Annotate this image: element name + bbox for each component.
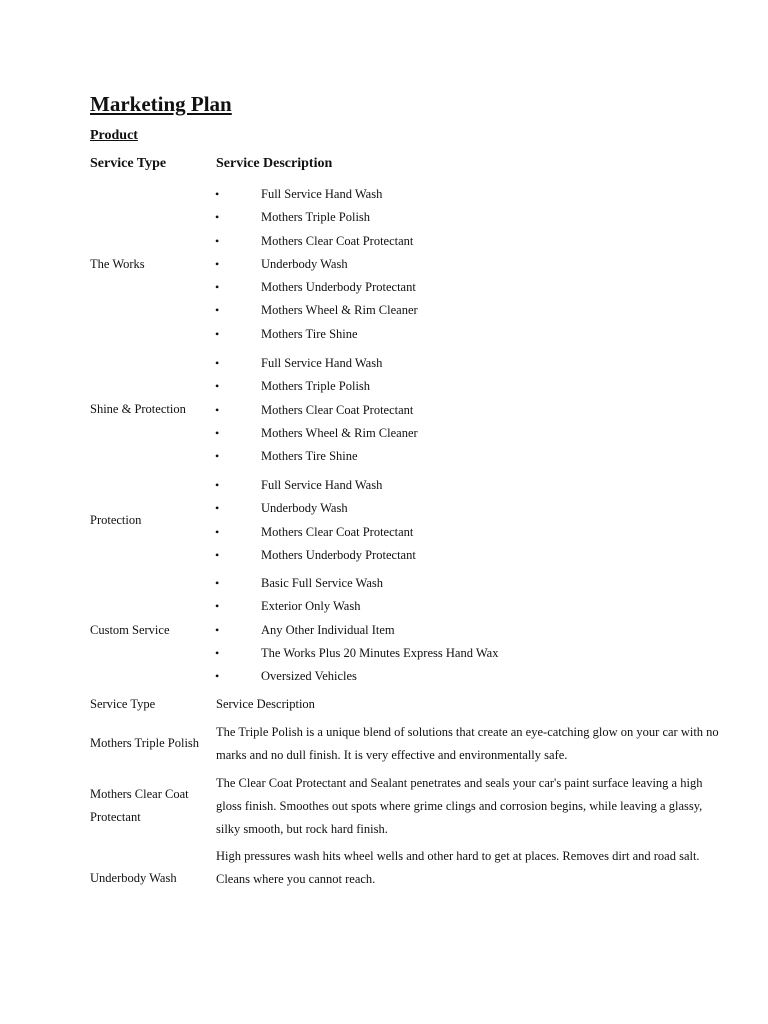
bullet-icon: • — [215, 402, 220, 417]
document-page: Marketing Plan Product Service Type Service Description The Works • Full Service Hand Wash • Mothers Triple Polish • Mothers Clear Coat Protectant • Underbody Wash • Mothers Underbody Protectant • Mothers Wheel & Rim Cleaner • Mothers Tire Shine Shine & Protection • Full Service Hand Wash • Mothers Triple Polish • Mothers Clear Coat Protectant • Mothers Wheel & Rim Cleaner • Mothers Tire Shine Protection • Full Service Hand Wash • Underbody Wash • Mothers Clear Coat Protectant • Mothers Underbody Protectant Custom Service • Basic Full Service Wash • Exterior Only Wash • Any Other Individual Item • The Works Plus 20 Minutes Express Hand Wax • Oversized Vehicles Service Type Service Description Mothers Triple Polish The Triple Polish is a unique blend of solutions that create an eye-catching glow on your car with no marks and no dull finish. It is very effective and environmentally safe. Mothers Clear Coat Protectant The Clear Coat Protectant and Sealant penetrates and seals your car's paint surface leaving a high gloss finish. Smoothes out spots where grime clings and corrosion begins, while leaving a glassy, silky smooth, but rock hard finish. Underbody Wash High pressures wash hits wheel wells and other hard to get at places. Removes dirt and road salt. Cleans where you cannot reach. — [0, 0, 768, 1024]
detail-row-type-triple-polish: Mothers Triple Polish — [90, 736, 200, 750]
detail-row-description-triple-polish: The Triple Polish is a unique blend of solutions that create an eye-catching glow on your car with no marks and no dull finish. It is very effective and environmentally safe. — [216, 725, 719, 762]
column-header-service-description: Service Description — [216, 156, 333, 171]
bullet-icon: • — [215, 501, 220, 516]
detail-row-type-underbody-wash: Underbody Wash — [90, 871, 177, 885]
detail-row-description-clear-coat: The Clear Coat Protectant and Sealant penetrates and seals your car's paint surface leaving a high gloss finish. Smoothes out spots where grime clings and corrosion begins, while leaving a glassy, silky smooth, but rock hard finish. — [216, 776, 703, 836]
bullet-icon: • — [215, 645, 220, 660]
package-name: Protection — [90, 513, 142, 527]
bullet-icon: • — [215, 478, 220, 492]
detail-row-type-clear-coat: Mothers Clear Coat Protectant — [90, 787, 189, 824]
bullet-icon: • — [215, 599, 220, 614]
bullet-icon: • — [215, 210, 220, 225]
section-heading-product: Product — [90, 128, 138, 143]
bullet-icon: • — [215, 524, 220, 539]
details-header-service-description: Service Description — [216, 697, 315, 711]
bullet-icon: • — [215, 233, 220, 248]
bullet-icon: • — [215, 280, 220, 295]
bullet-icon: • — [215, 449, 220, 464]
column-header-service-type: Service Type — [90, 156, 167, 171]
bullet-icon: • — [215, 425, 220, 440]
package-name: The Works — [90, 257, 145, 271]
bullet-icon: • — [215, 356, 220, 370]
document-title: Marketing Plan — [90, 92, 232, 116]
bullet-icon: • — [215, 379, 220, 394]
package-name: Shine & Protection — [90, 402, 186, 416]
details-header-service-type: Service Type — [90, 697, 156, 711]
bullet-icon: • — [215, 303, 220, 318]
package-name: Custom Service — [90, 623, 170, 637]
bullet-icon: • — [215, 622, 220, 637]
bullet-icon: • — [215, 256, 220, 271]
bullet-icon: • — [215, 669, 220, 684]
bullet-icon: • — [215, 547, 220, 562]
bullet-icon: • — [215, 576, 220, 590]
bullet-icon: • — [215, 326, 220, 341]
bullet-icon: • — [215, 187, 220, 201]
detail-row-description-underbody-wash: High pressures wash hits wheel wells and other hard to get at places. Removes dirt and road salt. Cleans where you cannot reach. — [216, 849, 700, 886]
